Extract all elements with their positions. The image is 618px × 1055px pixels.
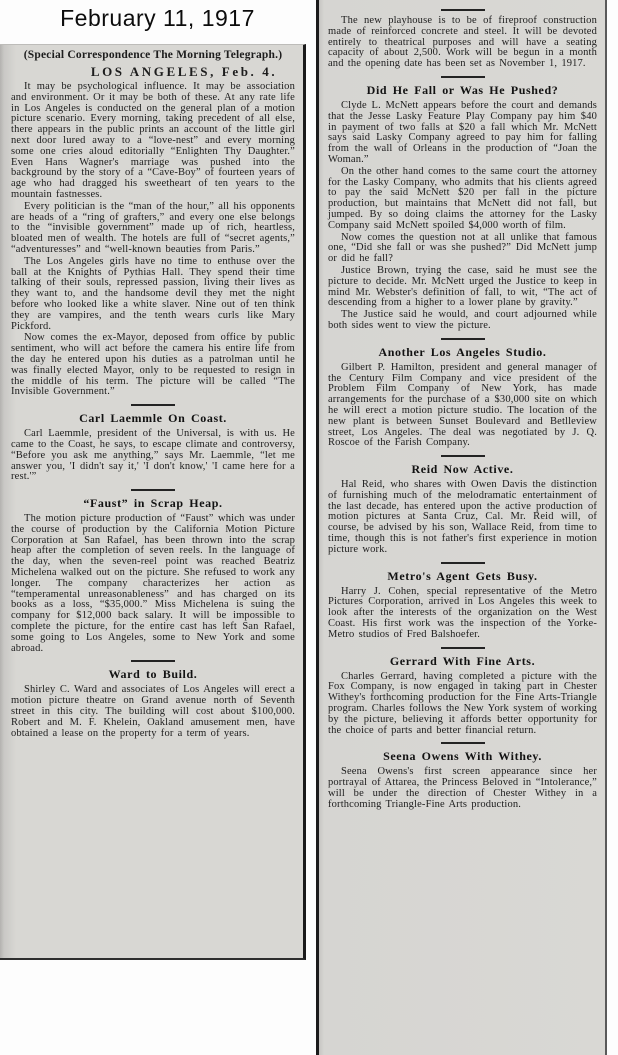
article-paragraph: Hal Reid, who shares with Owen Davis the distinction of furnishing much of the melodramatic entertainment of the last decade, has entered upon the active production of motion pictures at Santa Cruz, Cal. Mr. Reid will, of course, be advised by his son, Wallace Reid, from time to time, though this is not father's first experience in motion picture work. [328,479,597,555]
article-paragraph: Shirley C. Ward and associates of Los Angeles will erect a motion picture theatre on Grand avenue north of Seventh street in this city. The building will cost about $100,000. Robert and M. F. Khelein, Oakland amusement men, have obtained a lease on the property for a term of years. [11,684,295,739]
section-heading: Metro's Agent Gets Busy. [387,568,538,583]
section-heading: Ward to Build. [108,667,198,682]
section-divider [131,489,175,491]
section-divider [441,647,485,649]
section-divider [441,9,485,11]
article-paragraph: Charles Gerrard, having completed a picture with the Fox Company, is now engaged in taking part in Chester Withey's forthcoming production for the Fine Arts-Triangle program. Charles follows the New York system of working by the picture, believing it affords better opportunity for the choice of parts and better financial return. [328,670,597,736]
article-paragraph: Now comes the question not at all unlike that famous one, “Did she fall or was she pushed?” Did McNett jump or did he fall? [328,231,597,265]
section-divider [131,404,175,406]
article-paragraph: Carl Laemmle, president of the Universal, is with us. He came to the Coast, he says, to escape climate and controversy, “Before you ask me anything,” says Mr. Laemmle, “let me answer you, 'I didn't say it,' 'I don't know,' 'I came here for a rest.'” [11,428,295,483]
section-heading: Reid Now Active. [411,462,514,477]
article-paragraph: Now comes the ex-Mayor, deposed from office by public sentiment, who will act before the camera his entire life from the day he entered upon his duties as a patrolman until he was finally elected Mayor, only to be requested to resign in the middle of his term. The picture will be called “The Invisible Government.” [11,332,295,398]
page-title: February 11, 1917 [60,5,255,31]
section-heading: Did He Fall or Was He Pushed? [366,82,559,97]
article-paragraph: Justice Brown, trying the case, said he must see the picture to decide. Mr. McNett urged the Justice to keep in mind Mr. Webster's definition of fall, to wit, “The act of descending from a higher to a lower plane by gravity.” [328,264,597,309]
section-divider [441,742,485,744]
newspaper-clipping-right [316,0,607,1055]
article-paragraph: Harry J. Cohen, special representative of the Metro Pictures Corporation, arrived in Los Angeles this week to look after the interests of the organization on the West Coast. His first work was the inspection of the Yorke-Metro studios of Fred Balshoefer. [328,585,597,640]
article-paragraph: The new playhouse is to be of fireproof construction made of reinforced concrete and steel. It will be devoted entirely to theatrical purposes and will have a seating capacity of about 2,500. Work will be begun in a month and the opening date has been set as November 1, 1917. [328,15,597,70]
section-divider [131,660,175,662]
section-divider [441,338,485,340]
section-heading: Seena Owens With Withey. [383,749,542,764]
newspaper-clipping-left [0,44,306,960]
section-heading: “Faust” in Scrap Heap. [83,496,223,511]
section-divider [441,76,485,78]
right-column-sections [328,9,597,811]
section-divider [441,455,485,457]
article-paragraph: Clyde L. McNett appears before the court and demands that the Jesse Lasky Feature Play Company pay him $40 in payment of two falls at $20 a fall which Mr. McNett says said Lasky Company agreed to pay him for falling from the wall of Orleans in the production of “Joan the Woman.” [328,99,597,165]
article-paragraph: Seena Owens's first screen appearance since her portrayal of Attarea, the Princess Beloved in “Intolerance,” will be under the direction of Chester Withey in a forthcoming Triangle-Fine Arts production. [328,766,597,810]
article-paragraph: The Justice said he would, and court adjourned while both sides went to view the picture. [328,309,597,331]
article-paragraph: The Los Angeles girls have no time to enthuse over the ball at the Knights of Pythias Hall. They spend their time talking of their souls, repressed passion, living their lives as they want to, and the handsome devil they met the night before who looked like a white slaver. Nine out of ten think they are vampires, and the tenth wears curls like Mary Pickford. [11,255,295,332]
section-heading: Another Los Angeles Studio. [378,344,547,359]
dateline: LOS ANGELES, Feb. 4. [90,64,278,79]
section-divider [441,562,485,564]
article-paragraph: Every politician is the “man of the hour,” all his opponents are heads of a “ring of grafters,” and every one else belongs to the “invisible government” made up of rich, heartless, bloated men of wealth. The hotels are full of “secret agents,” “adventuresses” and “well-known beauties from Paris.” [11,200,295,255]
left-column-sections [11,82,295,739]
article-paragraph: It may be psychological influence. It may be association and environment. Or it may be both of these. At any rate life in Los Angeles is conducted on the general plan of a motion picture scenario. Every morning, taking precedent of all else, there appears in the public prints an account of the little girl next door lured away to a “love-nest” and every morning some one cries aloud editorially “Enlighten Thy Daughter.” Even Hans Wagner's marriage was pushed into the background by the story of a “Cave-Boy” of fourteen years of age who had dragged his sweetheart of ten years to the mountain fastnesses. [11,81,295,200]
article-paragraph: On the other hand comes to the same court the attorney for the Lasky Company, who admits that his clients agreed to pay the said McNett $20 per fall in the picture production, but maintains that McNett did not fall, but jumped. By so doing claims the attorney for the Lasky Company said McNett spoiled $4,000 worth of film. [328,165,597,231]
byline: (Special Correspondence The Morning Telegraph.) [23,49,283,61]
section-heading: Carl Laemmle On Coast. [79,411,227,426]
article-paragraph: Gilbert P. Hamilton, president and general manager of the Century Film Company and vice president of the Problem Film Company of New York, has made arrangements for the purchase of a $30,000 site on which he will erect a motion picture studio. The location of the new plant is between Sunset Boulevard and Betlleview street, Los Angeles. The deal was negotiated by J. Q. Roscoe of the Farish Company. [328,361,597,449]
article-paragraph: The motion picture production of “Faust” which was under the course of production by the California Motion Picture Corporation at San Rafael, has been thrown into the scrap heap after the completion of seven reels. In the language of the day, when the seven-reel point was reached Beatriz Michelena walked out on the picture. She refused to work any longer. The company characterizes her action as “temperamental unreasonableness” and has charged on its books as a loss, “$35,000.” Miss Michelena is suing the company for $12,000 back salary. It will be impossible to complete the picture, for the entire cast has left San Rafael, some going to Los Angeles, some to New York and some abroad. [11,513,295,654]
section-heading: Gerrard With Fine Arts. [389,653,536,668]
